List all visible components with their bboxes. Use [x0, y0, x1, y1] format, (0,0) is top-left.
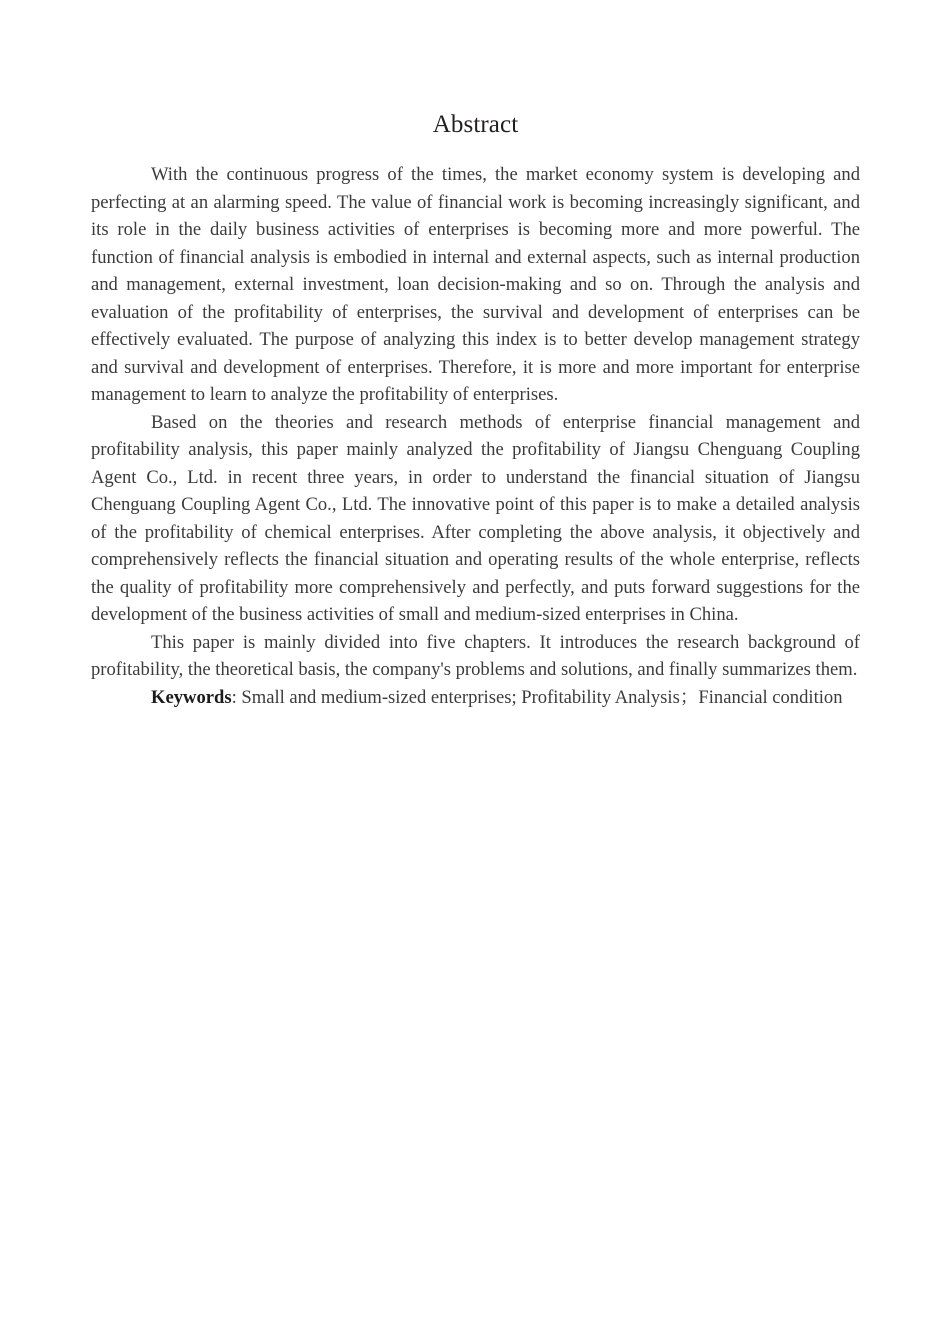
document-body — [91, 0, 860, 711]
abstract-paragraph-1: With the continuous progress of the times, the market economy system is developing and perfecting at an alarming speed. The value of financial work is becoming increasingly significant, and its role in the daily business activities of enterprises is becoming more and more powerful. The function of financial analysis is embodied in internal and external aspects, such as internal production and management, external investment, loan decision-making and so on. Through the analysis and evaluation of the profitability of enterprises, the survival and development of enterprises can be effectively evaluated. The purpose of analyzing this index is to better develop management strategy and survival and development of enterprises. Therefore, it is more and more important for enterprise management to learn to analyze the profitability of enterprises. — [91, 164, 860, 405]
keywords-label: Keywords — [151, 686, 232, 708]
abstract-paragraph-2: Based on the theories and research methods of enterprise financial management and profitability analysis, this paper mainly analyzed the profitability of Jiangsu Chenguang Coupling Agent Co., Ltd. in recent three years, in order to understand the financial situation of Jiangsu Chenguang Coupling Agent Co., Ltd. The innovative point of this paper is to make a detailed analysis of the profitability of chemical enterprises. After completing the above analysis, it objectively and comprehensively reflects the financial situation and operating results of the whole enterprise, reflects the quality of profitability more comprehensively and perfectly, and puts forward suggestions for the development of the business activities of small and medium-sized enterprises in China. — [91, 411, 860, 625]
abstract-paragraph-3: This paper is mainly divided into five chapters. It introduces the research background of profitability, the theoretical basis, the company's problems and solutions, and finally summarizes them. — [91, 631, 860, 680]
keywords-value: : Small and medium-sized enterprises; Profitability Analysis；Financial condition — [231, 686, 843, 708]
page-title: Abstract — [432, 111, 519, 138]
keywords-line — [91, 684, 860, 712]
